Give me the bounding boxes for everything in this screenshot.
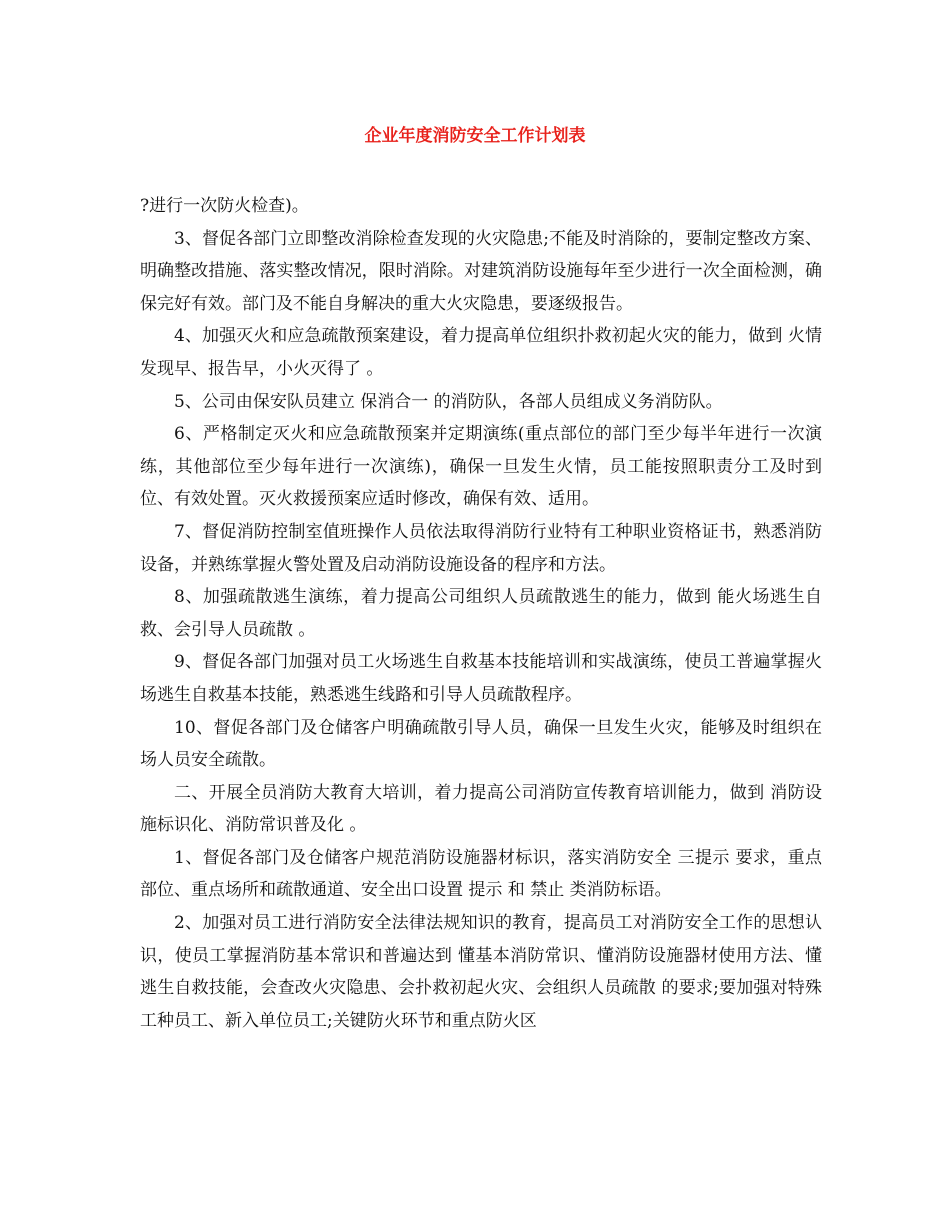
paragraph-item-9: 9、督促各部门加强对员工火场逃生自救基本技能培训和实战演练，使员工普遍掌握火场逃生自救基本技能，熟悉逃生线路和引导人员疏散程序。 [140, 652, 822, 705]
paragraph-item-8: 8、加强疏散逃生演练，着力提高公司组织人员疏散逃生的能力，做到 能火场逃生自救、会引导人员疏散 。 [140, 587, 822, 640]
paragraph-section2-item-2: 2、加强对员工进行消防安全法律法规知识的教育，提高员工对消防安全工作的思想认识，使员工掌握消防基本常识和普遍达到 懂基本消防常识、懂消防设施器材使用方法、懂逃生自救技能，会查改火灾隐患、会扑救初起火灾、会组织人员疏散 的要求;要加强对特殊工种员工、新入单位员工;关键防火环节和重点防火区 [140, 913, 822, 1031]
paragraph-item-5: 5、公司由保安队员建立 保消合一 的消防队，各部人员组成义务消防队。 [174, 391, 723, 412]
paragraph-item-6: 6、严格制定灭火和应急疏散预案并定期演练(重点部位的部门至少每半年进行一次演练，其他部位至少每年进行一次演练)，确保一旦发生火情，员工能按照职责分工及时到位、有效处置。灭火救援预案应适时修改，确保有效、适用。 [140, 424, 822, 510]
paragraph-item-3: 3、督促各部门立即整改消除检查发现的火灾隐患;不能及时消除的，要制定整改方案、明确整改措施、落实整改情况，限时消除。对建筑消防设施每年至少进行一次全面检测，确保完好有效。部门及不能自身解决的重大火灾隐患，要逐级报告。 [140, 228, 822, 314]
paragraph-section2-item-1: 1、督促各部门及仓储客户规范消防设施器材标识，落实消防安全 三提示 要求，重点部位、重点场所和疏散通道、安全出口设置 提示 和 禁止 类消防标语。 [140, 847, 822, 901]
paragraph-item-10: 10、督促各部门及仓储客户明确疏散引导人员，确保一旦发生火灾，能够及时组织在场人员安全疏散。 [140, 717, 822, 771]
paragraph-item-7: 7、督促消防控制室值班操作人员依法取得消防行业特有工种职业资格证书，熟悉消防设备，并熟练掌握火警处置及启动消防设施设备的程序和方法。 [140, 521, 822, 575]
paragraph-item-4: 4、加强灭火和应急疏散预案建设，着力提高单位组织扑救初起火灾的能力，做到 火情发现早、报告早，小火灭得了 。 [140, 326, 822, 379]
section-heading-two: 二、开展全员消防大教育大培训，着力提高公司消防宣传教育培训能力，做到 消防设施标识化、消防常识普及化 。 [140, 782, 822, 836]
paragraph-continuation: ?进行一次防火检查)。 [140, 196, 309, 216]
document-title: 企业年度消防安全工作计划表 [364, 126, 586, 146]
document-body [140, 190, 822, 1037]
